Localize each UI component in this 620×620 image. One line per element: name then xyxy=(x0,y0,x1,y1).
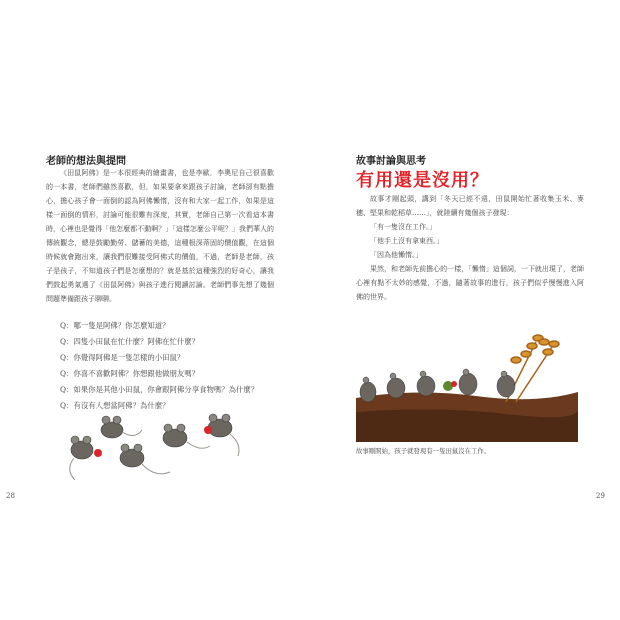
red-berry-icon xyxy=(451,381,457,387)
page-number-right: 29 xyxy=(596,492,605,500)
left-paragraph-text: 《田鼠阿佛》是一本很經典的繪畫書，也是李歐．李奧尼自己很喜歡的一本書，老師們雖然喜歡，但，如果要拿來跟孩子討論，老師卻有點擔心，擔心孩子會一面倒的認為阿佛懶惰，沒有和大家一起工作，如果是這樣一面倒的情形，討論可能很難有深度，其實，老師自己第一次看這本書時，心裡也是覺得「他怎麼都不動啊？」「這樣怎麼公平呢？」我們華人的傳統觀念，總是鼓勵勤勞、儲蓄的美德，這種根深蒂固的價值觀，在這個時候就會跑出來，讓我們很難接受阿佛式的價值，不過，老師是老師，孩子是孩子，不知道孩子們是怎麼想的？就是基於這種強烈的好奇心，讓我們鼓起勇氣選了《田鼠阿佛》與孩子進行閱讀討論。老師們事先想了幾個問題準備跟孩子聊聊。 xyxy=(46,169,274,303)
right-paragraph-1: 故事才剛起頭，講到「冬天已經不遠，田鼠開始忙著收集玉米、麥穗、堅果和乾稻草……」，就陸續有幾個孩子發現： xyxy=(356,195,584,217)
page-number-left: 28 xyxy=(6,492,15,500)
quote-item: 「他手上沒有拿東西。」 xyxy=(370,237,444,245)
mice-illustration xyxy=(60,400,250,490)
right-subheading: 故事討論與思考 xyxy=(356,156,426,167)
illustration-caption: 故事剛開始，孩子就發現有一隻田鼠沒在工作。 xyxy=(356,447,491,455)
question-item: Q：四隻小田鼠在忙什麼？阿佛在忙什麼？ xyxy=(60,337,200,346)
question-item: Q：你喜不喜歡阿佛？你想跟他做朋友嗎？ xyxy=(60,369,200,378)
question-item: Q：你覺得阿佛是一隻怎樣的小田鼠？ xyxy=(60,353,185,362)
red-berry-icon xyxy=(94,449,102,457)
story-illustration xyxy=(356,302,578,442)
mouse-figure xyxy=(101,416,142,438)
right-body xyxy=(356,192,584,304)
left-heading: 老師的想法與提問 xyxy=(46,156,126,167)
quote-list xyxy=(356,220,584,262)
mouse-figure xyxy=(120,444,170,474)
mouse-figure xyxy=(70,436,93,480)
right-paragraph-2: 果然，和老師先前擔心的一樣，「懶惰」這個詞，一下就出現了，老師心裡有點不太妙的感覺，不過，隨著故事的進行，孩子們似乎慢慢進入阿佛的世界。 xyxy=(356,265,584,301)
right-page xyxy=(313,0,620,620)
left-paragraph xyxy=(46,166,274,306)
question-item: Q：哪一隻是阿佛？你怎麼知道？ xyxy=(60,321,170,330)
left-page xyxy=(0,0,305,620)
right-title: 有用還是沒用？ xyxy=(356,170,489,191)
mouse-figure xyxy=(163,424,210,448)
mouse-figure xyxy=(208,414,239,456)
question-item: Q：如果你是其他小田鼠，你會跟阿佛分享食物嗎？為什麼？ xyxy=(60,385,259,394)
quote-item: 「有一隻沒在工作。」 xyxy=(370,223,437,231)
red-berry-icon xyxy=(204,426,212,434)
quote-item: 「因為他懶惰。」 xyxy=(370,251,423,259)
question-item: Q：有沒有人想當阿佛？為什麼？ xyxy=(60,401,170,410)
